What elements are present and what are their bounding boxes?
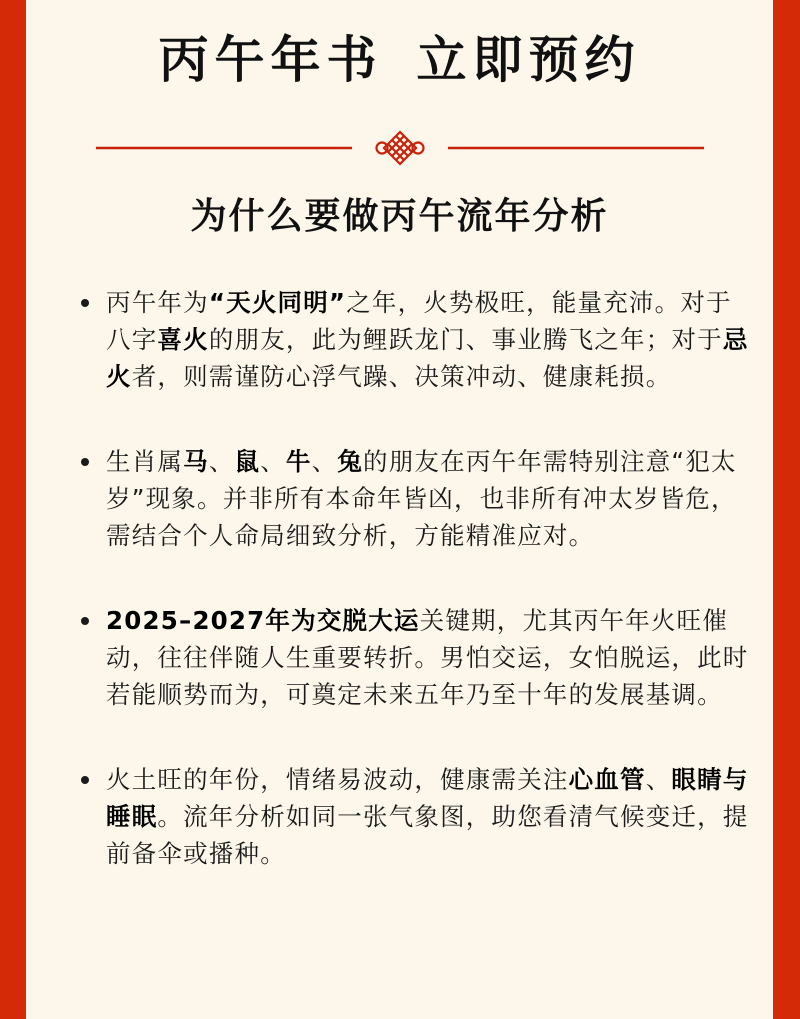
body-text: 火土旺的年份，情绪易波动，健康需关注 — [106, 765, 569, 794]
emphasis-text: 马 — [183, 447, 209, 476]
body-text: 。流年分析如同一张气象图，助您看清气候变迁，提前备伞或播种。 — [106, 802, 749, 868]
body-text: 、 — [208, 447, 235, 476]
reason-item-2 — [106, 443, 751, 554]
body-text: 、 — [260, 447, 286, 476]
body-text: 、 — [311, 447, 338, 476]
body-text: 关键期，尤其丙午年火旺催动，往往伴随人生重要转折。男怕交运，女怕脱运，此时若能顺势而为，可奠定未来五年乃至十年的发展基调。 — [106, 606, 749, 709]
body-text: 者，则需谨防心浮气躁、决策冲动、健康耗损。 — [131, 362, 672, 391]
emphasis-text: 牛 — [285, 447, 312, 476]
title-left: 丙午年书 — [158, 31, 383, 89]
emphasis-text: 2025–2027年为交脱大运 — [106, 606, 420, 635]
body-text: 之年，火势极旺，能量充沛。对于八字 — [106, 288, 732, 354]
reason-list — [106, 284, 751, 872]
body-text: 的朋友，此为鲤跃龙门、事业腾飞之年；对于 — [208, 325, 723, 354]
body-text: 的朋友在丙午年需特别注意“犯太岁”现象。并非所有本命年皆凶，也非所有冲太岁皆危，需结合个人命局细致分析，方能精准应对。 — [106, 447, 737, 550]
emphasis-text: 心血管 — [568, 765, 646, 794]
title-right: 立即预约 — [416, 31, 641, 89]
emphasis-text: 忌火 — [106, 325, 749, 391]
reason-item-4 — [106, 761, 751, 872]
body-text: 丙午年为 — [106, 288, 209, 317]
emphasis-text: “天火同明” — [208, 288, 347, 317]
page-title — [26, 30, 773, 90]
section-title: 为什么要做丙午流年分析 — [190, 196, 609, 237]
reason-item-1 — [106, 284, 751, 395]
chinese-knot-icon — [377, 132, 424, 164]
body-text: 生肖属 — [106, 447, 184, 476]
emphasis-text: 喜火 — [157, 325, 209, 354]
body-text: 、 — [645, 765, 672, 794]
emphasis-text: 鼠 — [234, 447, 261, 476]
emphasis-text: 眼睛与睡眠 — [106, 765, 749, 831]
knot-divider — [96, 128, 704, 168]
reason-item-3 — [106, 602, 751, 713]
document-page — [26, 0, 773, 1019]
emphasis-text: 兔 — [337, 447, 364, 476]
